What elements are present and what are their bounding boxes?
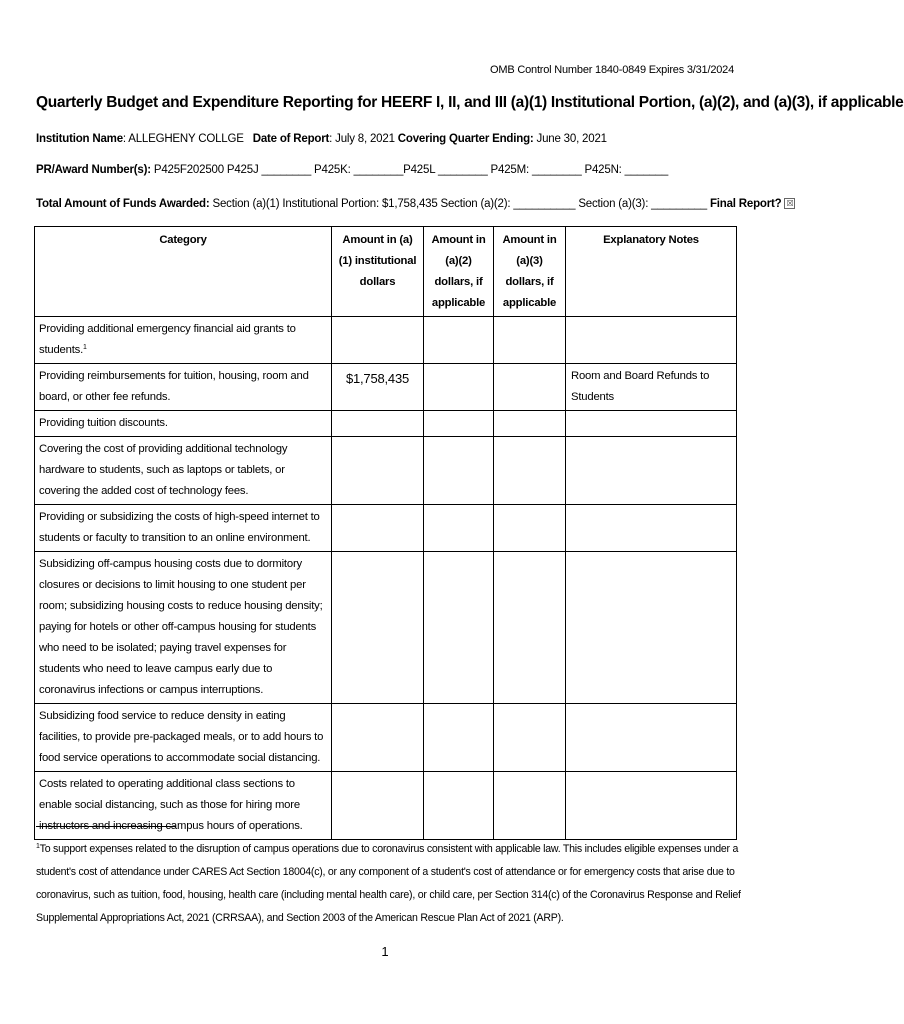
amount-a2-cell[interactable] <box>424 772 494 840</box>
table-header-row <box>35 227 737 317</box>
final-report-label: Final Report? <box>709 198 782 210</box>
amount-a1-cell[interactable] <box>332 704 424 772</box>
amount-a1-cell[interactable] <box>332 364 424 411</box>
page-number: 1 <box>381 944 389 959</box>
date-of-report-value: : July 8, 2021 <box>329 133 395 145</box>
award-line <box>36 164 668 176</box>
amount-a1-cell[interactable] <box>332 411 424 437</box>
explanatory-notes-cell[interactable] <box>566 364 737 411</box>
amount-a3-cell[interactable] <box>494 505 566 552</box>
footnote-reference: 1 <box>83 344 87 351</box>
explanatory-notes-cell-text: Room and Board Refunds to Students <box>571 370 710 403</box>
budget-table <box>34 226 737 840</box>
amount-a1-cell[interactable] <box>332 552 424 704</box>
award-number-label: PR/Award Number(s): <box>36 164 151 176</box>
institution-name-label: Institution Name <box>36 133 123 145</box>
category-cell <box>35 411 332 437</box>
category-cell <box>35 505 332 552</box>
institution-name-value: : ALLEGHENY COLLGE <box>122 133 244 145</box>
category-cell-text: Subsidizing off-campus housing costs due to dormitory closures or decisions to limit housing to one student per room; subsidizing housing costs to reduce housing density; paying for hotels or other off-campus housing for students who need to be isolated; paying travel expenses for students who need to leave campus early due to coronavirus infections or campus interruptions. <box>39 558 323 696</box>
covering-quarter-label: Covering Quarter Ending: <box>397 133 534 145</box>
amount-a2-cell[interactable] <box>424 317 494 364</box>
table-row <box>35 364 737 411</box>
amount-a2-cell[interactable] <box>424 552 494 704</box>
table-row <box>35 411 737 437</box>
explanatory-notes-cell[interactable] <box>566 437 737 505</box>
explanatory-notes-cell[interactable] <box>566 772 737 840</box>
amount-a2-cell[interactable] <box>424 364 494 411</box>
category-cell <box>35 437 332 505</box>
header-amount-a1: Amount in (a)(1) institutional dollars <box>332 227 424 317</box>
amount-a2-cell[interactable] <box>424 437 494 505</box>
table-row <box>35 772 737 840</box>
category-cell <box>35 317 332 364</box>
category-cell-text: Subsidizing food service to reduce density in eating facilities, to provide pre-packaged meals, or to add hours to food service operations to accommodate social distancing. <box>39 710 324 764</box>
date-of-report-label: Date of Report <box>252 133 330 145</box>
header-amount-a3: Amount in (a)(3) dollars, if applicable <box>494 227 566 317</box>
category-cell-text: Costs related to operating additional class sections to enable social distancing, such as those for hiring more instructors and increasing campus hours of operations. <box>39 778 303 832</box>
table-row <box>35 552 737 704</box>
amount-a3-cell[interactable] <box>494 772 566 840</box>
amount-a3-cell[interactable] <box>494 552 566 704</box>
category-cell-text: Providing additional emergency financial aid grants to students. <box>39 323 296 356</box>
explanatory-notes-cell[interactable] <box>566 411 737 437</box>
amount-a1-cell[interactable] <box>332 317 424 364</box>
category-cell <box>35 772 332 840</box>
category-cell-text: Covering the cost of providing additional technology hardware to students, such as laptops or tablets, or covering the added cost of technology fees. <box>39 443 288 497</box>
table-row <box>35 317 737 364</box>
amount-a3-cell[interactable] <box>494 364 566 411</box>
explanatory-notes-cell[interactable] <box>566 317 737 364</box>
amount-a1-cell[interactable] <box>332 772 424 840</box>
header-amount-a2: Amount in (a)(2) dollars, if applicable <box>424 227 494 317</box>
category-cell-text: Providing tuition discounts. <box>39 417 168 429</box>
table-row <box>35 704 737 772</box>
table-row <box>35 437 737 505</box>
table-row <box>35 505 737 552</box>
category-cell-text: Providing reimbursements for tuition, housing, room and board, or other fee refunds. <box>39 370 309 403</box>
explanatory-notes-cell[interactable] <box>566 552 737 704</box>
footnote-divider <box>36 826 176 827</box>
amount-a2-cell[interactable] <box>424 704 494 772</box>
final-report-checkbox[interactable]: ☒ <box>784 198 795 209</box>
award-number-value: P425F202500 P425J ________ P425K: ________P425L ________ P425M: ________ P425N: _______ <box>153 164 669 176</box>
header-explanatory-notes: Explanatory Notes <box>566 227 737 317</box>
covering-quarter-value: June 30, 2021 <box>536 133 607 145</box>
amount-a3-cell[interactable] <box>494 317 566 364</box>
amount-a3-cell[interactable] <box>494 704 566 772</box>
footnote-text: To support expenses related to the disruption of campus operations due to coronavirus consistent with applicable law. This includes eligible expenses under a student's cost of attendance under CARES Act Section 18004(c), or any component of a student's cost of attendance or for emergency costs that arise due to coronavirus, such as tuition, food, housing, health care (including mental health care), or child care, per Section 314(c) of the Coronavirus Response and Relief Supplemental Appropriations Act, 2021 (CRRSAA), and Section 2003 of the American Rescue Plan Act of 2021 (ARP). <box>36 843 741 924</box>
category-cell <box>35 552 332 704</box>
category-cell-text: Providing or subsidizing the costs of high-speed internet to students or faculty to transition to an online environment. <box>39 511 320 544</box>
total-funds-label: Total Amount of Funds Awarded: <box>36 198 210 210</box>
omb-control-number: OMB Control Number 1840-0849 Expires 3/31/2024 <box>490 64 734 76</box>
amount-a2-cell[interactable] <box>424 505 494 552</box>
footnote-mark: 1 <box>36 843 40 850</box>
category-cell <box>35 364 332 411</box>
explanatory-notes-cell[interactable] <box>566 704 737 772</box>
amount-a2-cell[interactable] <box>424 411 494 437</box>
header-category: Category <box>35 227 332 317</box>
category-cell <box>35 704 332 772</box>
total-funds-line <box>36 198 795 210</box>
institution-line <box>36 133 607 145</box>
amount-a1-cell-text: $1,758,435 <box>345 371 410 386</box>
total-funds-value: Section (a)(1) Institutional Portion: $1,758,435 Section (a)(2): __________ Section (a)(3): _________ <box>212 198 707 210</box>
amount-a1-cell[interactable] <box>332 437 424 505</box>
amount-a3-cell[interactable] <box>494 411 566 437</box>
amount-a1-cell[interactable] <box>332 505 424 552</box>
footnote <box>36 838 742 930</box>
page-title: Quarterly Budget and Expenditure Reporting for HEERF I, II, and III (a)(1) Institutional Portion, (a)(2), and (a)(3), if applicable <box>36 94 904 111</box>
explanatory-notes-cell[interactable] <box>566 505 737 552</box>
amount-a3-cell[interactable] <box>494 437 566 505</box>
